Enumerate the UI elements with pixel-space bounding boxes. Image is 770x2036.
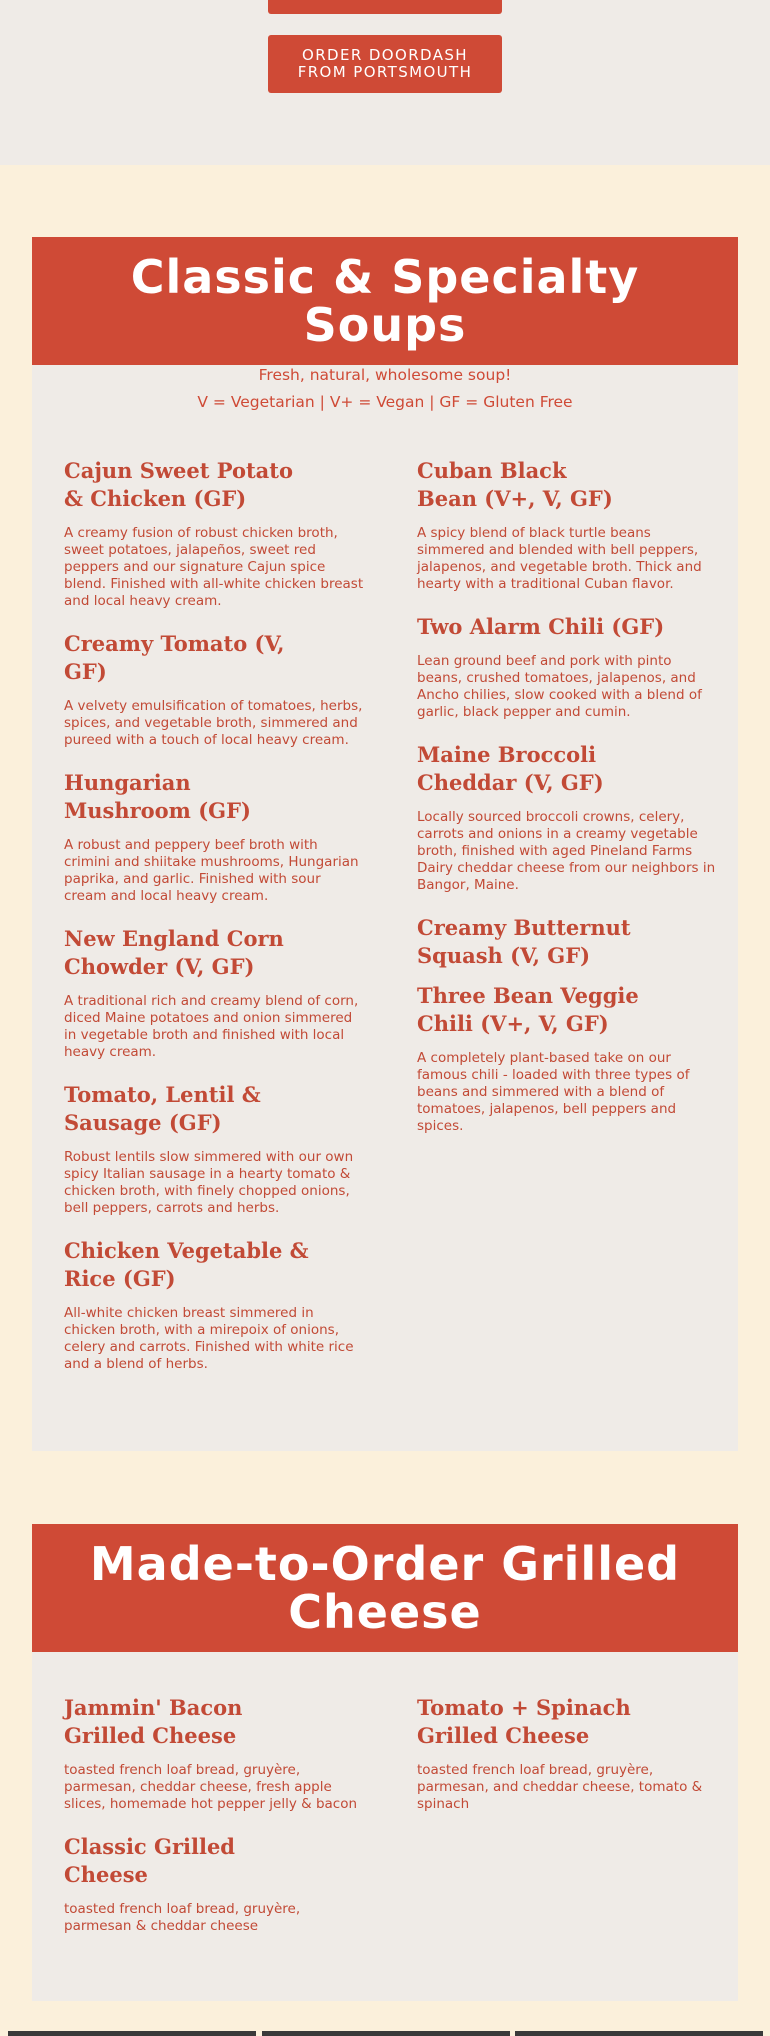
footer-tab[interactable] [515,2031,763,2036]
menu-item [417,457,717,593]
item-description: Robust lentils slow simmered with our own spicy Italian sausage in a hearty tomato & chicken broth, with finely chopped onions, bell peppers, carrots and herbs. [64,1149,354,1216]
menu-item [417,613,717,721]
item-name: Cajun Sweet Potato & Chicken (GF) [64,458,293,511]
menu-item [417,741,717,894]
item-description: A robust and peppery beef broth with crimini and shiitake mushrooms, Hungarian paprika, and garlic. Finished with sour cream and local heavy cream. [64,837,359,904]
order-doordash-button[interactable]: ORDER DOORDASH FROM PORTSMOUTH [268,35,502,93]
item-name: Hungarian Mushroom (GF) [64,770,251,823]
menu-item [417,914,717,970]
order-button-partial[interactable] [268,0,502,14]
soups-left-column [64,457,364,1393]
menu-item [64,630,364,749]
item-description: Locally sourced broccoli crowns, celery, carrots and onions in a creamy vegetable broth, finished with aged Pineland Farms Dairy cheddar cheese from our neighbors in Bangor, Maine. [417,809,716,893]
menu-item [64,1237,364,1373]
menu-item [417,1694,717,1813]
item-description: toasted french loaf bread, gruyère, parmesan & cheddar cheese [64,1901,301,1934]
grilled-cheese-title: Made-to-Order Grilled Cheese [32,1524,738,1652]
menu-item [64,1694,364,1813]
item-name: Tomato + Spinach Grilled Cheese [417,1695,631,1748]
menu-item [64,1081,364,1217]
menu-item [64,1833,364,1935]
item-name: Jammin' Bacon Grilled Cheese [64,1695,243,1748]
top-band [0,0,770,165]
item-name: Classic Grilled Cheese [64,1834,235,1887]
item-description: A traditional rich and creamy blend of corn, diced Maine potatoes and onion simmered in vegetable broth and finished with local heavy cream. [64,993,359,1060]
menu-item [417,982,717,1135]
item-name: Tomato, Lentil & Sausage (GF) [64,1082,261,1135]
item-description: All-white chicken breast simmered in chicken broth, with a mirepoix of onions, celery and carrots. Finished with white rice and a blend of herbs. [64,1305,354,1372]
soups-right-column [417,457,717,1155]
item-description: A creamy fusion of robust chicken broth, sweet potatoes, jalapeños, sweet red peppers and our signature Cajun spice blend. Finished with all-white chicken breast and local heavy cream. [64,525,364,609]
item-description: toasted french loaf bread, gruyère, parmesan, and cheddar cheese, tomato & spinach [417,1762,703,1812]
footer-tab[interactable] [262,2031,510,2036]
grilled-left-column [64,1694,364,1955]
item-description: A velvety emulsification of tomatoes, herbs, spices, and vegetable broth, simmered and pureed with a touch of local heavy cream. [64,698,363,748]
item-name: Chicken Vegetable & Rice (GF) [64,1238,309,1291]
item-name: Creamy Butternut Squash (V, GF) [417,915,631,968]
soups-section [32,237,738,1451]
item-description: A completely plant-based take on our famous chili - loaded with three types of beans and simmered with a blend of tomatoes, jalapenos, bell peppers and spices. [417,1050,690,1134]
diet-legend: V = Vegetarian | V+ = Vegan | GF = Gluten Free [197,393,573,411]
item-description: A spicy blend of black turtle beans simmered and blended with bell peppers, jalapenos, and vegetable broth. Thick and hearty with a traditional Cuban flavor. [417,525,702,592]
item-name: New England Corn Chowder (V, GF) [64,926,284,979]
soups-title: Classic & Specialty Soups [32,237,738,365]
item-name: Maine Broccoli Cheddar (V, GF) [417,742,604,795]
item-name: Creamy Tomato (V, GF) [64,631,285,684]
grilled-right-column [417,1694,717,1833]
footer-tab[interactable] [8,2031,256,2036]
soups-tagline: Fresh, natural, wholesome soup! [258,366,512,384]
item-name: Three Bean Veggie Chili (V+, V, GF) [417,983,639,1036]
menu-item [64,925,364,1061]
item-description: toasted french loaf bread, gruyère, parmesan, cheddar cheese, fresh apple slices, homemade hot pepper jelly & bacon [64,1762,358,1812]
menu-item [64,457,364,610]
item-name: Two Alarm Chili (GF) [417,614,665,639]
menu-item [64,769,364,905]
item-description: Lean ground beef and pork with pinto beans, crushed tomatoes, jalapenos, and Ancho chilies, slow cooked with a blend of garlic, black pepper and cumin. [417,653,702,720]
item-name: Cuban Black Bean (V+, V, GF) [417,458,613,511]
grilled-cheese-section [32,1524,738,2001]
